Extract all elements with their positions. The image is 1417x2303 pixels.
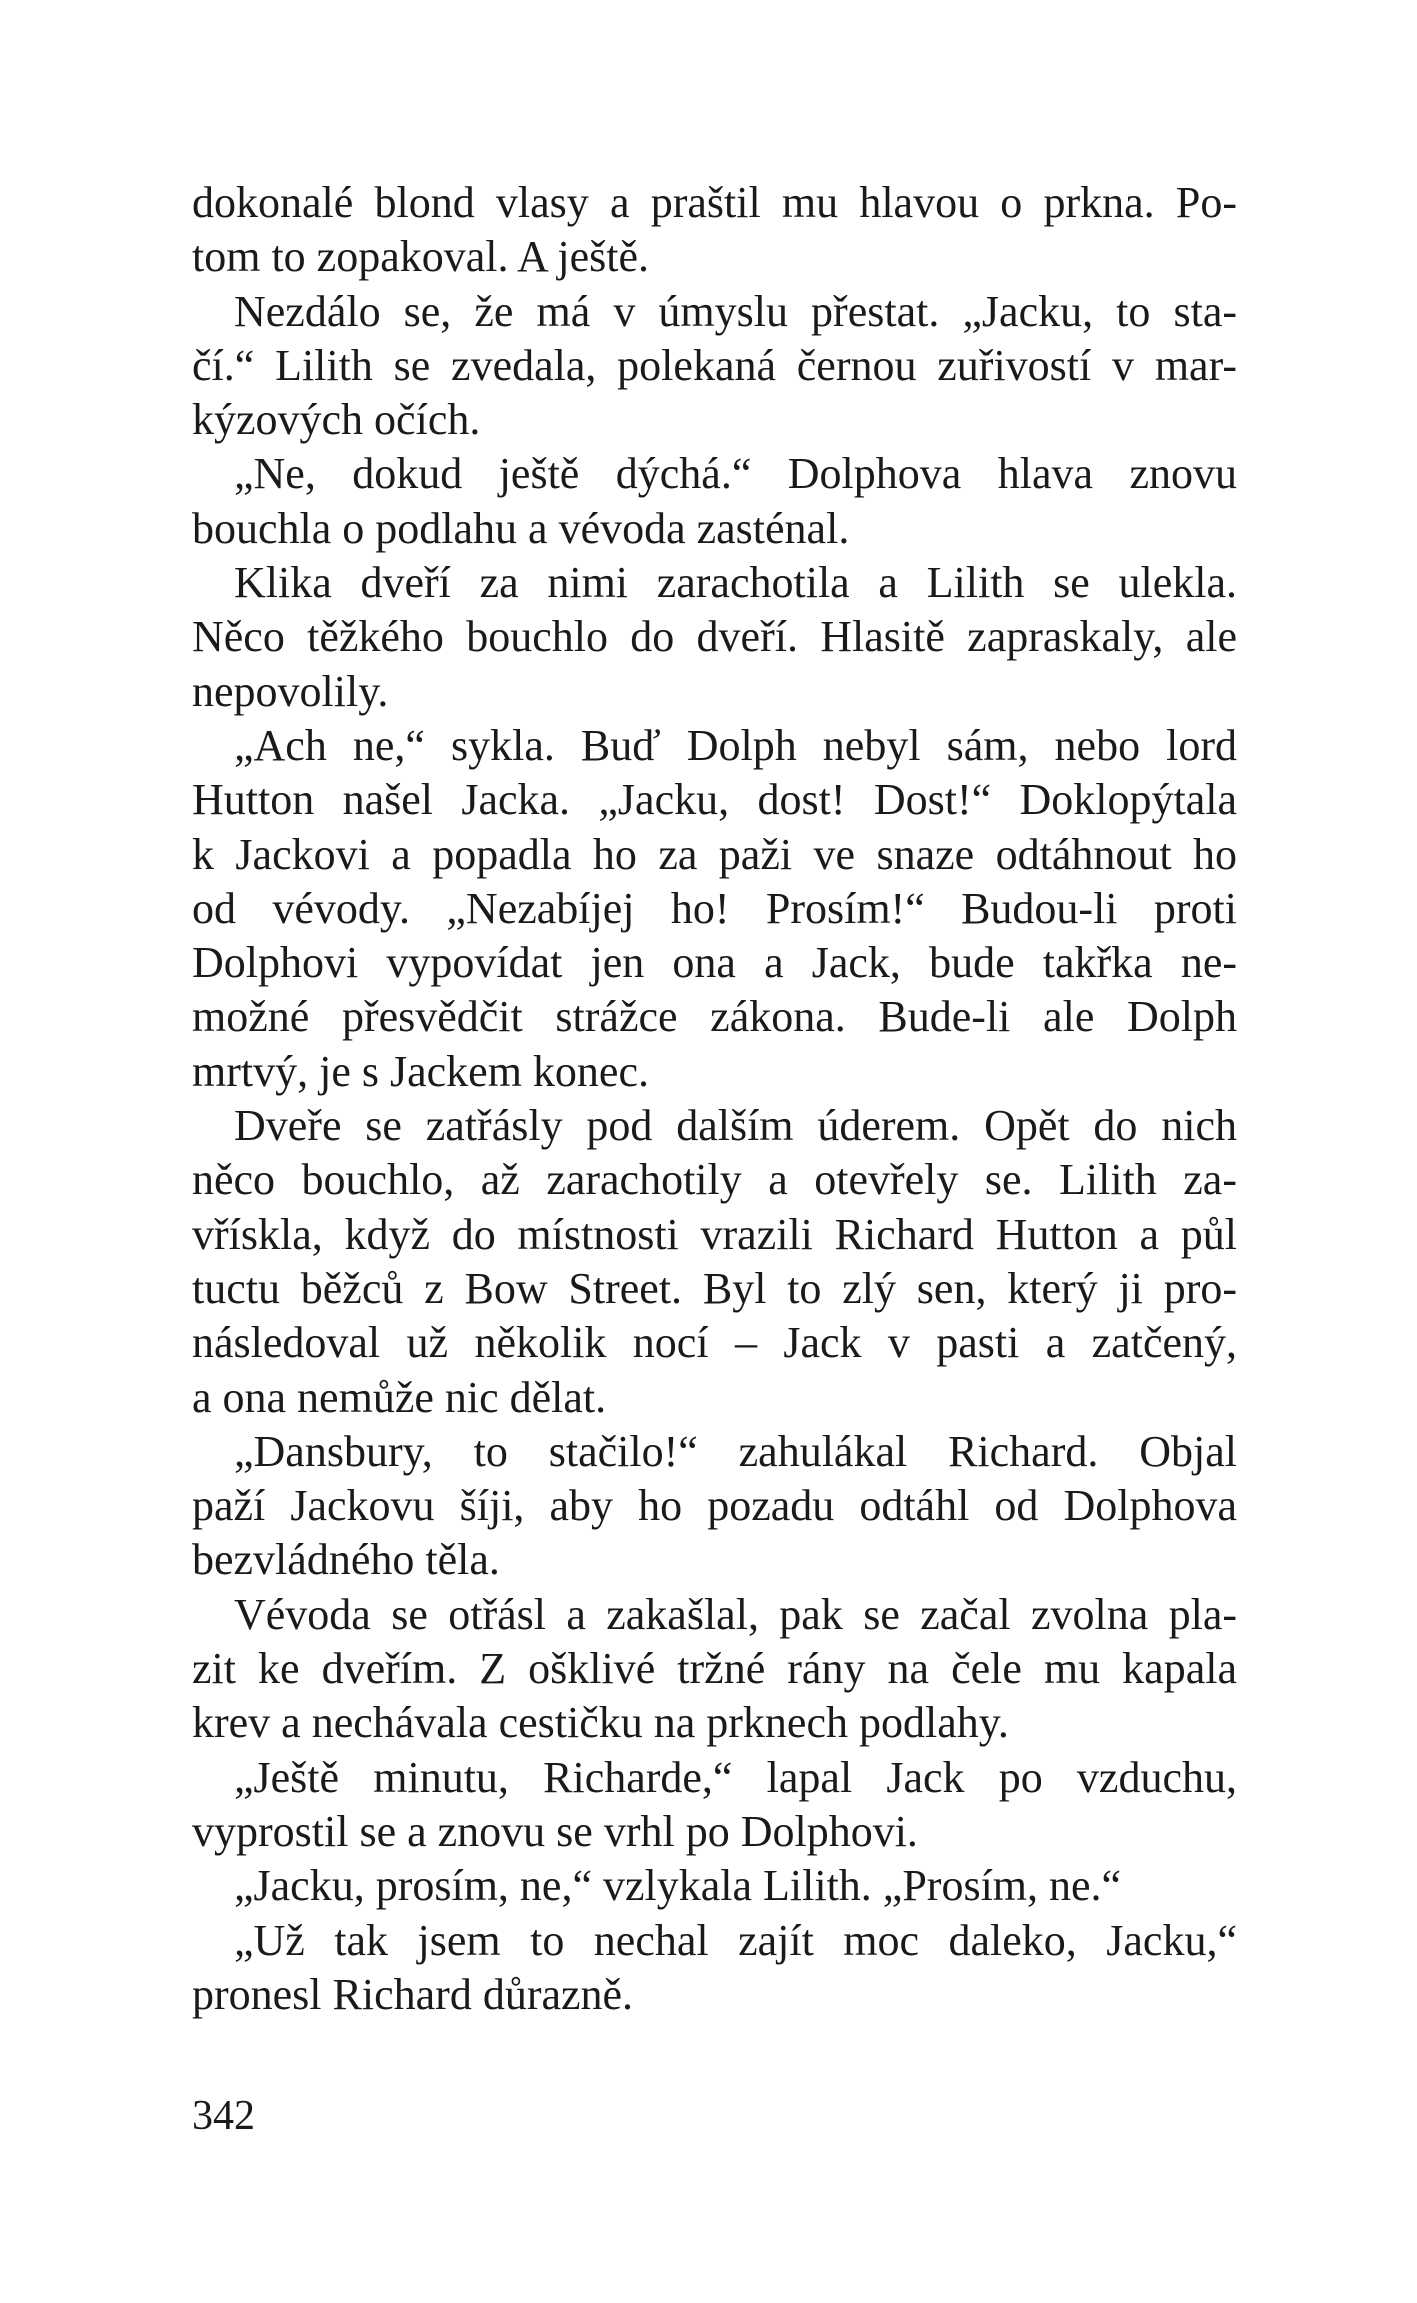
text-line: Nezdálo se, že má v úmyslu přestat. „Jacku, to sta- xyxy=(234,286,1237,336)
body-text xyxy=(192,176,1237,2022)
text-line: „Ne, dokud ještě dýchá.“ Dolphova hlava znovu xyxy=(234,449,1237,499)
text-line: Dveře se zatřásly pod dalším úderem. Opět do nich xyxy=(234,1101,1237,1151)
text-line: pronesl Richard důrazně. xyxy=(192,1969,634,2019)
text-line: Hutton našel Jacka. „Jacku, dost! Dost!“ Doklopýtala xyxy=(192,775,1237,825)
text-line: Vévoda se otřásl a zakašlal, pak se začal zvolna pla- xyxy=(234,1589,1237,1639)
text-line: čí.“ Lilith se zvedala, polekaná černou zuřivostí v mar- xyxy=(192,340,1237,390)
text-line: následoval už několik nocí – Jack v pasti a zatčený, xyxy=(192,1318,1237,1368)
text-line: kýzových očích. xyxy=(192,395,481,445)
text-line: „Ještě minutu, Richarde,“ lapal Jack po vzduchu, xyxy=(234,1752,1237,1802)
text-line: něco bouchlo, až zarachotily a otevřely se. Lilith za- xyxy=(192,1155,1237,1205)
text-line: Něco těžkého bouchlo do dveří. Hlasitě zapraskaly, ale xyxy=(192,612,1237,662)
text-line: nepovolily. xyxy=(192,666,389,716)
text-line: možné přesvědčit strážce zákona. Bude-li ale Dolph xyxy=(192,992,1237,1042)
text-line: paží Jackovu šíji, aby ho pozadu odtáhl od Dolphova xyxy=(192,1481,1237,1531)
text-line: Dolphovi vypovídat jen ona a Jack, bude takřka ne- xyxy=(192,938,1237,988)
text-line: od vévody. „Nezabíjej ho! Prosím!“ Budou-li proti xyxy=(192,883,1237,933)
text-line: a ona nemůže nic dělat. xyxy=(192,1372,607,1422)
text-line: „Jacku, prosím, ne,“ vzlykala Lilith. „Prosím, ne.“ xyxy=(234,1861,1122,1911)
text-line: mrtvý, je s Jackem konec. xyxy=(192,1046,649,1096)
text-line: tuctu běžců z Bow Street. Byl to zlý sen, který ji pro- xyxy=(192,1263,1237,1313)
text-line: zit ke dveřím. Z ošklivé tržné rány na čele mu kapala xyxy=(192,1644,1237,1694)
text-line: „Dansbury, to stačilo!“ zahulákal Richard. Objal xyxy=(234,1426,1237,1476)
text-line: k Jackovi a popadla ho za paži ve snaze odtáhnout ho xyxy=(192,829,1237,879)
text-line: tom to zopakoval. A ještě. xyxy=(192,232,650,282)
text-line: dokonalé blond vlasy a praštil mu hlavou o prkna. Po- xyxy=(192,178,1237,227)
text-line: bouchla o podlahu a vévoda zasténal. xyxy=(192,503,850,553)
text-line: Klika dveří za nimi zarachotila a Lilith se ulekla. xyxy=(234,558,1237,608)
text-line: bezvládného těla. xyxy=(192,1535,500,1585)
text-line: vyprostil se a znovu se vrhl po Dolphovi. xyxy=(192,1806,918,1856)
text-line: „Už tak jsem to nechal zajít moc daleko, Jacku,“ xyxy=(234,1915,1237,1965)
text-line: „Ach ne,“ sykla. Buď Dolph nebyl sám, nebo lord xyxy=(234,720,1237,770)
page-number: 342 xyxy=(192,2093,255,2139)
text-line: krev a nechávala cestičku na prknech podlahy. xyxy=(192,1698,1009,1748)
text-line: vřískla, když do místnosti vrazili Richard Hutton a půl xyxy=(192,1209,1237,1259)
